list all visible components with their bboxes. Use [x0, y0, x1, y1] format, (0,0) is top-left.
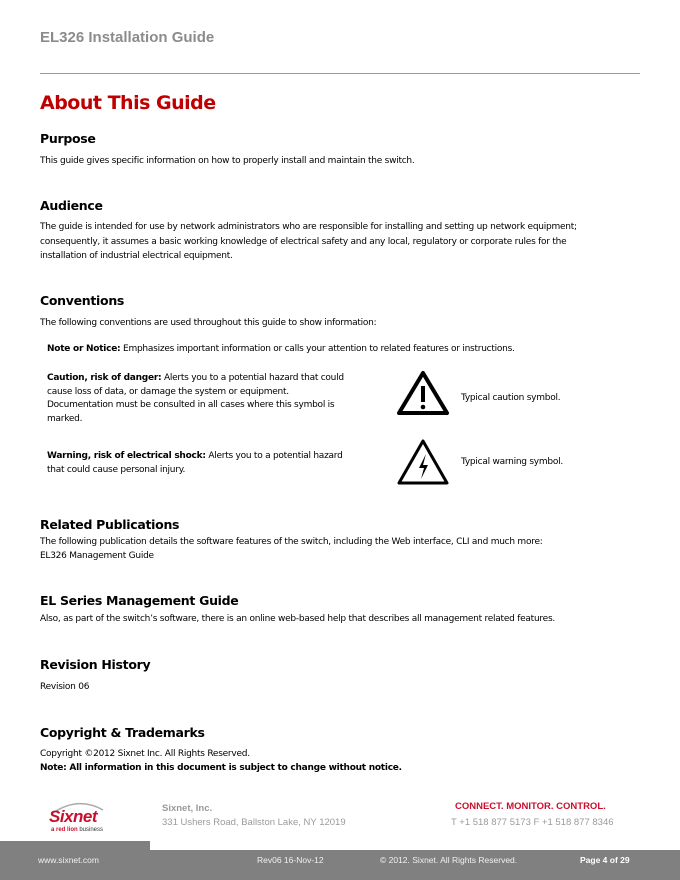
footer-company: Sixnet, Inc.: [162, 803, 213, 814]
purpose-heading: Purpose: [40, 131, 96, 146]
warning-convention: [47, 450, 357, 477]
footer-copyright: © 2012. Sixnet. All Rights Reserved.: [380, 855, 518, 865]
warning-symbol-caption: Typical warning symbol.: [461, 457, 563, 467]
conventions-heading: Conventions: [40, 293, 125, 308]
purpose-text: This guide gives specific information on how to properly install and maintain the switch.: [40, 156, 415, 166]
caution-text: Alerts you to a potential hazard that could cause loss of data, or damage the system or equipment. Documentation must be consulted in all cases where this symbol is marked.: [47, 373, 344, 424]
footer-website-link[interactable]: www.sixnet.com: [38, 855, 99, 865]
footer-bar: [0, 850, 680, 880]
footer-address: 331 Ushers Road, Ballston Lake, NY 12019: [162, 817, 346, 828]
caution-symbol-caption: Typical caution symbol.: [461, 393, 561, 403]
note-convention: [47, 343, 627, 357]
copyright-heading: Copyright & Trademarks: [40, 725, 205, 740]
page-number: Page 4 of 29: [580, 855, 630, 865]
audience-heading: Audience: [40, 198, 103, 213]
warning-text: Alerts you to a potential hazard that could cause personal injury.: [47, 451, 343, 475]
caution-label: Caution, risk of danger:: [47, 373, 162, 383]
page-title: About This Guide: [40, 92, 216, 114]
caution-convention: [47, 372, 357, 426]
copyright-note: Note: All information in this document is subject to change without notice.: [40, 763, 402, 773]
document-header-title: EL326 Installation Guide: [40, 29, 215, 46]
related-publications-text: The following publication details the software features of the switch, including the Web interface, CLI and much more:: [40, 537, 543, 547]
el-series-heading: EL Series Management Guide: [40, 593, 239, 608]
copyright-text: Copyright ©2012 Sixnet Inc. All Rights Reserved.: [40, 749, 250, 759]
note-text: Emphasizes important information or calls your attention to related features or instructions.: [120, 344, 515, 354]
revision-text: Revision 06: [40, 682, 90, 692]
sixnet-logo: Sixnet a red lion business: [47, 800, 109, 838]
electrical-warning-icon: [396, 438, 450, 486]
related-publications-heading: Related Publications: [40, 517, 180, 532]
footer-revision: Rev06 16-Nov-12: [257, 855, 324, 865]
revision-history-heading: Revision History: [40, 657, 151, 672]
audience-text: The guide is intended for use by network administrators who are responsible for installing and setting up network equipment; consequently, it assumes a basic working knowledge of electrical safety and any local, regulatory or corporate rules for the installation of industrial electrical equipment.: [40, 222, 577, 261]
caution-triangle-icon: [396, 370, 450, 416]
note-label: Note or Notice:: [47, 344, 121, 354]
header-divider: [40, 73, 640, 74]
footer-slogan: CONNECT. MONITOR. CONTROL.: [455, 801, 606, 812]
el-series-text: Also, as part of the switch’s software, there is an online web-based help that describes all management related features.: [40, 614, 555, 624]
related-publication-item: EL326 Management Guide: [40, 551, 154, 561]
footer-phone: T +1 518 877 5173 F +1 518 877 8346: [451, 817, 614, 828]
warning-label: Warning, risk of electrical shock:: [47, 451, 206, 461]
conventions-intro: The following conventions are used throughout this guide to show information:: [40, 318, 377, 328]
